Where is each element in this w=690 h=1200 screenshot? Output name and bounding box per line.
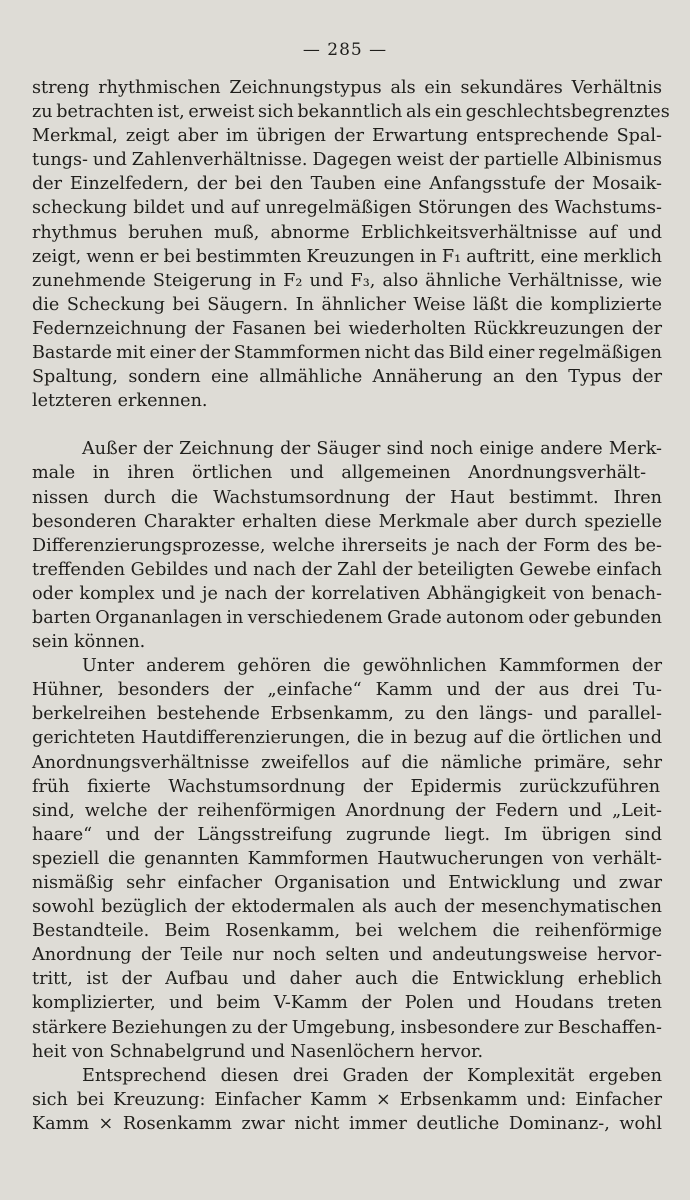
text-line: sein können.	[32, 632, 146, 653]
paragraph-1	[32, 76, 670, 413]
text-line: sowohl bezüglich der ektodermalen als auch der mesenchymatischen	[32, 897, 662, 918]
body-text	[32, 76, 670, 1136]
text-line: treffenden Gebildes und nach der Zahl der beteiligten Gewebe einfach	[32, 559, 662, 580]
text-line: besonderen Charakter erhalten diese Merkmale aber durch spezielle	[32, 511, 662, 532]
text-line: nismäßig sehr einfacher Organisation und Entwicklung und zwar	[32, 873, 662, 893]
text-line: tritt, ist der Aufbau und daher auch die Entwicklung erheblich	[32, 969, 662, 990]
text-line: rhythmus beruhen muß, abnorme Erblichkeitsverhältnisse auf und	[32, 222, 662, 243]
text-line: komplizierter, und beim V-Kamm der Polen und Houdans treten	[32, 993, 662, 1014]
text-line: Merkmal, zeigt aber im übrigen der Erwartung entsprechende Spal-	[32, 126, 662, 147]
paragraph-4	[32, 1064, 662, 1136]
text-line: zunehmende Steigerung in F₂ und F₃, also ähnliche Verhältnisse, wie	[32, 270, 662, 291]
text-line: letzteren erkennen.	[32, 391, 208, 412]
text-line: tungs- und Zahlenverhältnisse. Dagegen weist der partielle Albinismus	[32, 150, 662, 171]
text-line: Federnzeichnung der Fasanen bei wiederholten Rückkreuzungen der	[32, 318, 662, 339]
text-line: barten Organanlagen in verschiedenem Grade autonom oder gebunden	[32, 607, 662, 628]
text-line: streng rhythmischen Zeichnungstypus als ein sekundäres Verhältnis	[32, 78, 662, 98]
text-line: Anordnungsverhältnisse zweifellos auf die nämliche primäre, sehr	[32, 752, 662, 773]
text-line: male in ihren örtlichen und allgemeinen Anordnungsverhält-	[32, 463, 647, 484]
text-line: oder komplex und je nach der korrelativen Abhängigkeit von benach-	[32, 583, 662, 604]
text-line: früh fixierte Wachstumsordnung der Epidermis zurückzuführen	[32, 776, 661, 797]
text-line: gerichteten Hautdifferenzierungen, die in bezug auf die örtlichen und	[32, 728, 662, 749]
text-line: haare“ und der Längsstreifung zugrunde liegt. Im übrigen sind	[32, 824, 662, 845]
text-line: speziell die genannten Kammformen Hautwucherungen von verhält-	[32, 848, 662, 869]
text-line: sind, welche der reihenförmigen Anordnung der Federn und „Leit-	[32, 800, 662, 821]
text-line: Entsprechend diesen drei Graden der Komplexität ergeben	[82, 1065, 662, 1086]
paragraph-2	[32, 437, 662, 654]
text-line: Spaltung, sondern eine allmähliche Annäherung an den Typus der	[32, 367, 662, 388]
text-line: Außer der Zeichnung der Säuger sind noch einige andere Merk-	[82, 439, 662, 460]
text-line: die Scheckung bei Säugern. In ähnlicher Weise läßt die komplizierte	[32, 294, 662, 315]
text-line: stärkere Beziehungen zu der Umgebung, insbesondere zur Beschaffen-	[32, 1017, 662, 1038]
text-line: Hühner, besonders der „einfache“ Kamm und der aus drei Tu-	[32, 680, 662, 701]
text-line: berkelreihen bestehende Erbsenkamm, zu den längs- und parallel-	[32, 704, 662, 725]
paragraph-3	[32, 654, 662, 1064]
text-line: der Einzelfedern, der bei den Tauben eine Anfangsstufe der Mosaik-	[32, 174, 662, 195]
text-line: sich bei Kreuzung: Einfacher Kamm ⨯ Erbsenkamm und: Einfacher	[32, 1089, 662, 1110]
text-line: nissen durch die Wachstumsordnung der Haut bestimmt. Ihren	[32, 487, 662, 508]
text-line: scheckung bildet und auf unregelmäßigen Störungen des Wachstums-	[32, 198, 662, 219]
text-line: Bastarde mit einer der Stammformen nicht das Bild einer regelmäßigen	[32, 343, 662, 364]
text-line: zeigt, wenn er bei bestimmten Kreuzungen in F₁ auftritt, eine merklich	[32, 246, 662, 267]
text-line: Bestandteile. Beim Rosenkamm, bei welchem die reihenförmige	[32, 921, 662, 942]
text-line: heit von Schnabelgrund und Nasenlöchern hervor.	[32, 1041, 484, 1062]
text-line: Anordnung der Teile nur noch selten und andeutungsweise hervor-	[32, 945, 662, 966]
text-line: zu betrachten ist, erweist sich bekanntlich als ein geschlechtsbegrenztes	[32, 102, 670, 123]
text-line: Differenzierungsprozesse, welche ihrerseits je nach der Form des be-	[32, 535, 662, 556]
text-line: Unter anderem gehören die gewöhnlichen Kammformen der	[82, 656, 662, 677]
text-line: Kamm ⨯ Rosenkamm zwar nicht immer deutliche Dominanz-, wohl	[32, 1113, 662, 1134]
page-number: — 285 —	[302, 40, 388, 60]
